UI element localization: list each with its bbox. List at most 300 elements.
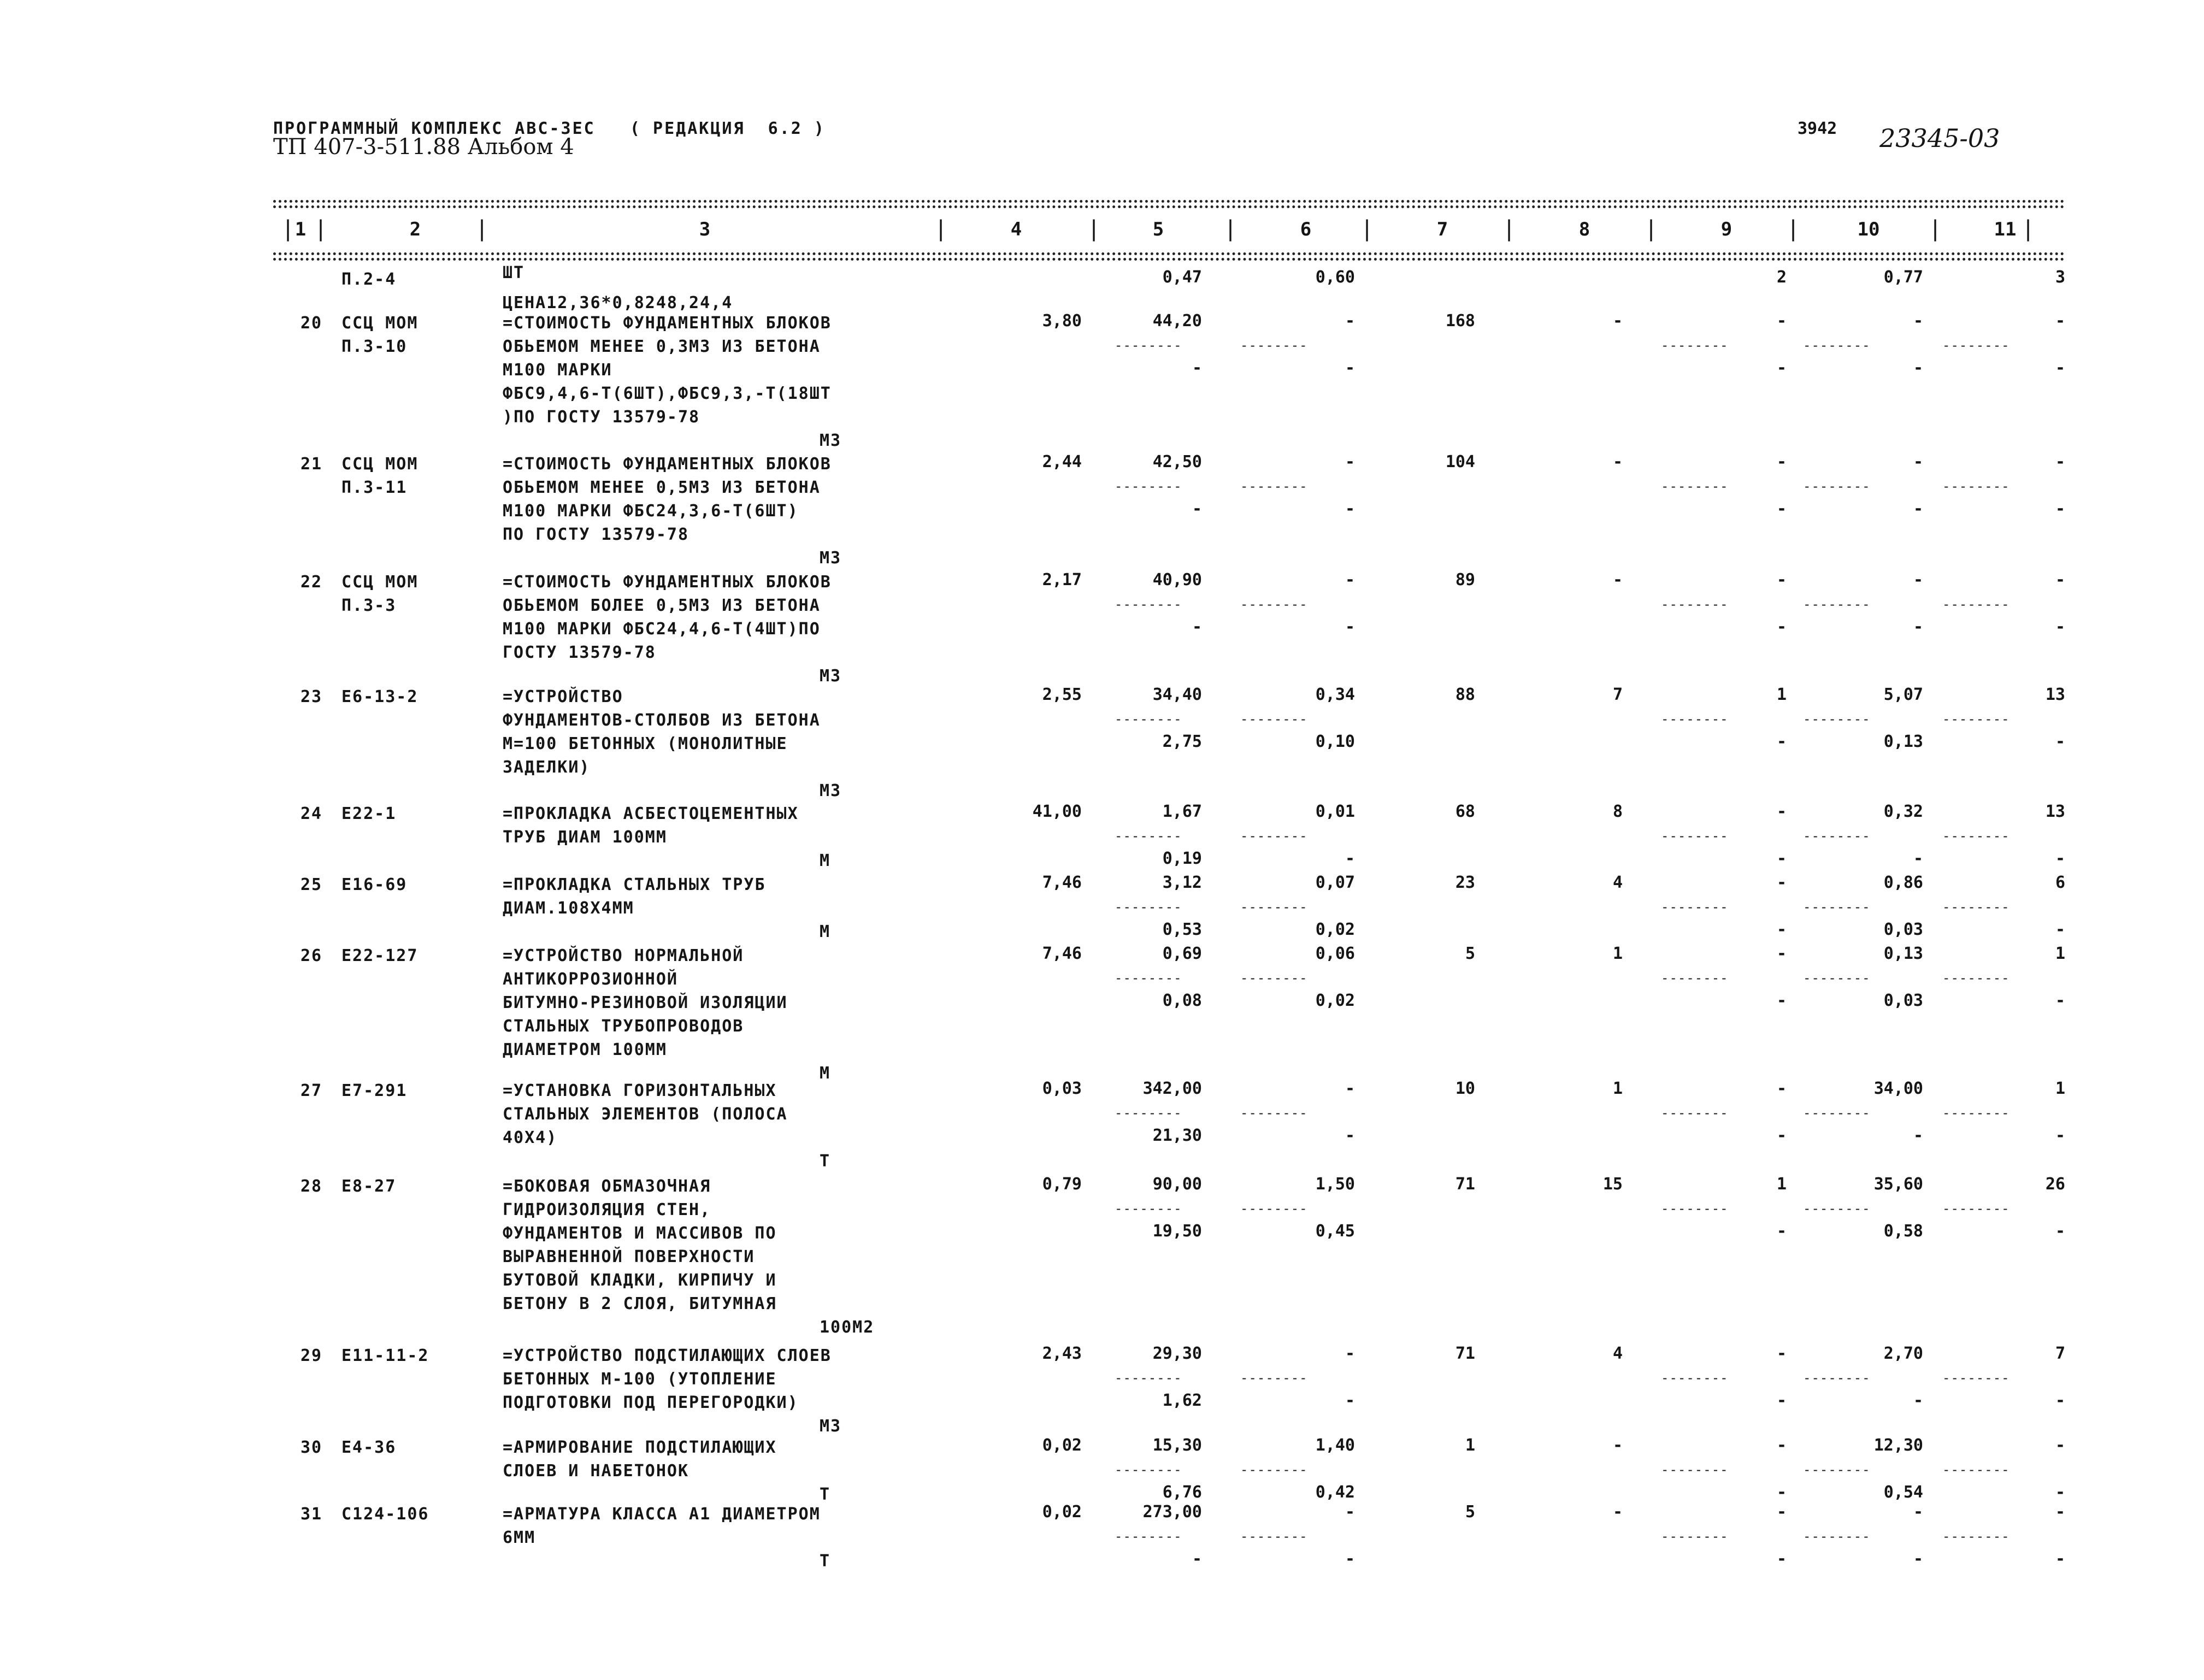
- cost-machines: -: [1345, 1502, 1355, 1522]
- cost-machines: 0,60: [1315, 268, 1355, 287]
- column-separator: |: [314, 216, 328, 241]
- dashed-divider: --------: [1661, 479, 1729, 494]
- unit-label: М3: [820, 1417, 842, 1436]
- col-10-value: 0,32: [1883, 802, 1923, 821]
- col-9-wages: -: [1776, 1126, 1787, 1145]
- dashed-divider: --------: [1240, 711, 1308, 727]
- header-bottom-rule: [273, 258, 2065, 261]
- col-11-value: 7: [2055, 1344, 2065, 1363]
- work-description: ФБС9,4,6-Т(6ШТ),ФБС9,3,-Т(18ШТ: [503, 384, 832, 403]
- dashed-divider: --------: [1240, 899, 1308, 915]
- dashed-divider: --------: [1661, 828, 1729, 844]
- cost-machines: 1,50: [1315, 1175, 1355, 1194]
- wages-machines: -: [1345, 1126, 1355, 1145]
- col-11-wages: -: [2055, 920, 2065, 939]
- cost-per-unit: 15,30: [1152, 1436, 1202, 1455]
- col-11-wages: -: [2055, 732, 2065, 751]
- wages-machines: 0,45: [1315, 1222, 1355, 1241]
- total-cost: 104: [1445, 452, 1475, 471]
- work-description: БУТОВОЙ КЛАДКИ, КИРПИЧУ И: [503, 1271, 777, 1290]
- col-10-wages: -: [1913, 1126, 1923, 1145]
- dashed-divider: --------: [1240, 828, 1308, 844]
- col-9-value: -: [1776, 873, 1787, 892]
- wages-machines: -: [1345, 358, 1355, 378]
- dashed-divider: --------: [1115, 970, 1182, 986]
- total-machines: 4: [1612, 873, 1623, 892]
- dashed-divider: --------: [1661, 597, 1729, 612]
- col-11-value: 1: [2055, 944, 2065, 963]
- dashed-divider: --------: [1942, 828, 2010, 844]
- row-number: 25: [300, 875, 323, 894]
- col-10-wages: -: [1913, 1391, 1923, 1410]
- wages-per-unit: 0,19: [1162, 849, 1202, 868]
- col-11-wages: -: [2055, 1483, 2065, 1502]
- work-description: =УСТРОЙСТВО НОРМАЛЬНОЙ: [503, 946, 744, 965]
- album-title: ТП 407-3-511.88 Альбом 4: [273, 134, 574, 160]
- row-number: 30: [300, 1438, 323, 1457]
- quantity: 3,80: [1042, 311, 1082, 331]
- dashed-divider: --------: [1115, 597, 1182, 612]
- column-header: 4: [1010, 219, 1022, 240]
- dashed-divider: --------: [1661, 1462, 1729, 1477]
- column-separator: |: [1224, 216, 1237, 241]
- col-11-wages: -: [2055, 1391, 2065, 1410]
- price-code: П.2-4: [341, 270, 397, 289]
- column-separator: |: [1929, 216, 1942, 241]
- price-code: Е7-291: [341, 1081, 408, 1100]
- quantity: 0,03: [1042, 1079, 1082, 1098]
- work-description: ФУНДАМЕНТОВ И МАССИВОВ ПО: [503, 1224, 777, 1243]
- col-10-value: -: [1913, 311, 1923, 331]
- work-description: ПО ГОСТУ 13579-78: [503, 525, 690, 544]
- work-description: ДИАМЕТРОМ 100ММ: [503, 1040, 667, 1059]
- top-rule: [273, 205, 2065, 208]
- col-9-value: -: [1776, 1502, 1787, 1522]
- total-machines: -: [1612, 311, 1623, 331]
- row-number: 28: [300, 1177, 323, 1196]
- unit-label: М3: [820, 667, 842, 686]
- work-description: БЕТОННЫХ М-100 (УТОПЛЕНИЕ: [503, 1370, 777, 1389]
- dashed-divider: --------: [1942, 1105, 2010, 1121]
- dashed-divider: --------: [1661, 899, 1729, 915]
- cost-per-unit: 0,69: [1162, 944, 1202, 963]
- row-number: 22: [300, 573, 323, 592]
- col-9-wages: -: [1776, 1549, 1787, 1569]
- dashed-divider: --------: [1240, 1201, 1308, 1216]
- dashed-divider: --------: [1115, 1529, 1182, 1544]
- col-9-value: 1: [1776, 685, 1787, 704]
- col-11-wages: -: [2055, 849, 2065, 868]
- dashed-divider: --------: [1661, 711, 1729, 727]
- cost-per-unit: 1,67: [1162, 802, 1202, 821]
- dashed-divider: --------: [1115, 1105, 1182, 1121]
- work-description: )ПО ГОСТУ 13579-78: [503, 408, 700, 427]
- work-description: ЦЕНА12,36*0,8248,24,4: [503, 293, 733, 313]
- dashed-divider: --------: [1240, 479, 1308, 494]
- wages-machines: 0,02: [1315, 991, 1355, 1010]
- work-description: =АРМАТУРА КЛАССА А1 ДИАМЕТРОМ: [503, 1505, 821, 1524]
- wages-machines: -: [1345, 499, 1355, 518]
- price-code: Е16-69: [341, 875, 408, 894]
- col-9-value: -: [1776, 1436, 1787, 1455]
- column-separator: |: [2022, 216, 2035, 241]
- col-11-wages: -: [2055, 991, 2065, 1010]
- dashed-divider: --------: [1803, 1370, 1871, 1386]
- col-10-wages: -: [1913, 1549, 1923, 1569]
- handwritten-doc-code: 23345-03: [1879, 123, 2000, 153]
- dashed-divider: --------: [1661, 338, 1729, 353]
- column-separator: |: [934, 216, 948, 241]
- col-11-value: 6: [2055, 873, 2065, 892]
- total-machines: 4: [1612, 1344, 1623, 1363]
- unit-label: М3: [820, 781, 842, 800]
- total-machines: 7: [1612, 685, 1623, 704]
- quantity: 7,46: [1042, 944, 1082, 963]
- dashed-divider: --------: [1803, 479, 1871, 494]
- col-9-wages: -: [1776, 1483, 1787, 1502]
- column-header: 9: [1720, 219, 1732, 240]
- quantity: 0,79: [1042, 1175, 1082, 1194]
- column-header: 5: [1152, 219, 1164, 240]
- column-header: 8: [1578, 219, 1590, 240]
- total-machines: -: [1612, 1436, 1623, 1455]
- cost-per-unit: 42,50: [1152, 452, 1202, 471]
- wages-machines: -: [1345, 1549, 1355, 1569]
- column-header: 11: [1994, 219, 2017, 240]
- cost-per-unit: 90,00: [1152, 1175, 1202, 1194]
- col-9-value: -: [1776, 944, 1787, 963]
- work-description: СЛОЕВ И НАБЕТОНОК: [503, 1461, 690, 1481]
- col-11-value: -: [2055, 311, 2065, 331]
- dashed-divider: --------: [1942, 1462, 2010, 1477]
- col-9-value: -: [1776, 802, 1787, 821]
- col-10-value: 5,07: [1883, 685, 1923, 704]
- total-cost: 89: [1455, 570, 1475, 590]
- dashed-divider: --------: [1942, 711, 2010, 727]
- total-cost: 88: [1455, 685, 1475, 704]
- dashed-divider: --------: [1942, 338, 2010, 353]
- unit-label: М3: [820, 431, 842, 450]
- work-description: ВЫРАВНЕННОЙ ПОВЕРХНОСТИ: [503, 1247, 755, 1266]
- unit-label: М: [820, 851, 831, 870]
- cost-per-unit: 0,47: [1162, 268, 1202, 287]
- col-9-value: -: [1776, 452, 1787, 471]
- cost-per-unit: 40,90: [1152, 570, 1202, 590]
- quantity: 2,44: [1042, 452, 1082, 471]
- quantity: 2,17: [1042, 570, 1082, 590]
- work-description: ГОСТУ 13579-78: [503, 643, 656, 662]
- col-11-value: 26: [2045, 1175, 2065, 1194]
- work-description: ЗАДЕЛКИ): [503, 758, 591, 777]
- col-9-value: 1: [1776, 1175, 1787, 1194]
- wages-machines: -: [1345, 849, 1355, 868]
- col-9-wages: -: [1776, 732, 1787, 751]
- header-bottom-rule: [273, 252, 2065, 255]
- row-number: 27: [300, 1081, 323, 1100]
- wages-per-unit: 6,76: [1162, 1483, 1202, 1502]
- dashed-divider: --------: [1115, 1370, 1182, 1386]
- program-title: ПРОГРАММНЫЙ КОМПЛЕКС АВС-3ЕС ( РЕДАКЦИЯ 6.2 ): [273, 119, 826, 138]
- quantity: 41,00: [1032, 802, 1082, 821]
- dashed-divider: --------: [1803, 1201, 1871, 1216]
- col-9-value: -: [1776, 570, 1787, 590]
- work-description: БИТУМНО-РЕЗИНОВОЙ ИЗОЛЯЦИИ: [503, 993, 788, 1012]
- total-cost: 71: [1455, 1175, 1475, 1194]
- cost-machines: -: [1345, 1344, 1355, 1363]
- dashed-divider: --------: [1115, 1462, 1182, 1477]
- col-9-wages: -: [1776, 358, 1787, 378]
- row-number: 29: [300, 1346, 323, 1365]
- col-10-value: -: [1913, 452, 1923, 471]
- col-11-value: 13: [2045, 802, 2065, 821]
- price-code: Е8-27: [341, 1177, 397, 1196]
- col-11-value: -: [2055, 1436, 2065, 1455]
- total-cost: 23: [1455, 873, 1475, 892]
- work-description: М=100 БЕТОННЫХ (МОНОЛИТНЫЕ: [503, 734, 788, 753]
- price-code: ССЦ МОМ П.3-11: [341, 455, 419, 497]
- work-description: ШТ: [503, 263, 525, 282]
- dashed-divider: --------: [1803, 1462, 1871, 1477]
- work-description: =СТОИМОСТЬ ФУНДАМЕНТНЫХ БЛОКОВ: [503, 314, 832, 333]
- col-11-wages: -: [2055, 358, 2065, 378]
- wages-per-unit: 0,53: [1162, 920, 1202, 939]
- wages-per-unit: 1,62: [1162, 1391, 1202, 1410]
- work-description: М100 МАРКИ: [503, 361, 612, 380]
- total-machines: 1: [1612, 944, 1623, 963]
- dashed-divider: --------: [1803, 597, 1871, 612]
- quantity: 2,43: [1042, 1344, 1082, 1363]
- work-description: М100 МАРКИ ФБС24,4,6-Т(4ШТ)ПО: [503, 620, 821, 639]
- dashed-divider: --------: [1942, 1370, 2010, 1386]
- work-description: ГИДРОИЗОЛЯЦИЯ СТЕН,: [503, 1200, 711, 1219]
- col-10-wages: 0,03: [1883, 991, 1923, 1010]
- dashed-divider: --------: [1942, 1529, 2010, 1544]
- dashed-divider: --------: [1115, 1201, 1182, 1216]
- column-header: 2: [409, 219, 421, 240]
- unit-label: Т: [820, 1485, 831, 1504]
- col-10-value: 35,60: [1873, 1175, 1923, 1194]
- dashed-divider: --------: [1661, 1529, 1729, 1544]
- quantity: 0,02: [1042, 1502, 1082, 1522]
- wages-per-unit: 0,08: [1162, 991, 1202, 1010]
- dashed-divider: --------: [1240, 1529, 1308, 1544]
- col-11-wages: -: [2055, 1549, 2065, 1569]
- work-description: =АРМИРОВАНИЕ ПОДСТИЛАЮЩИХ: [503, 1438, 777, 1457]
- col-9-value: -: [1776, 1079, 1787, 1098]
- wages-machines: -: [1345, 617, 1355, 636]
- total-machines: 1: [1612, 1079, 1623, 1098]
- wages-machines: 0,42: [1315, 1483, 1355, 1502]
- total-machines: -: [1612, 570, 1623, 590]
- dashed-divider: --------: [1661, 1105, 1729, 1121]
- unit-label: М: [820, 922, 831, 941]
- dashed-divider: --------: [1240, 338, 1308, 353]
- row-number: 24: [300, 804, 323, 823]
- col-9-value: -: [1776, 311, 1787, 331]
- col-9-wages: -: [1776, 991, 1787, 1010]
- row-number: 23: [300, 687, 323, 706]
- work-description: ФУНДАМЕНТОВ-СТОЛБОВ ИЗ БЕТОНА: [503, 711, 821, 730]
- col-10-value: 0,13: [1883, 944, 1923, 963]
- total-cost: 10: [1455, 1079, 1475, 1098]
- work-description: М100 МАРКИ ФБС24,3,6-Т(6ШТ): [503, 502, 799, 521]
- cost-per-unit: 3,12: [1162, 873, 1202, 892]
- cost-machines: 0,07: [1315, 873, 1355, 892]
- work-description: ПОДГОТОВКИ ПОД ПЕРЕГОРОДКИ): [503, 1393, 799, 1412]
- total-machines: 15: [1602, 1175, 1623, 1194]
- dashed-divider: --------: [1240, 1370, 1308, 1386]
- cost-machines: -: [1345, 311, 1355, 331]
- dashed-divider: --------: [1240, 970, 1308, 986]
- work-description: 40Х4): [503, 1128, 558, 1147]
- col-11-wages: -: [2055, 499, 2065, 518]
- work-description: =УСТРОЙСТВО: [503, 687, 623, 706]
- dashed-divider: --------: [1115, 479, 1182, 494]
- unit-label: 100М2: [820, 1318, 875, 1337]
- top-rule: [273, 200, 2065, 203]
- col-9-wages: -: [1776, 920, 1787, 939]
- dashed-divider: --------: [1942, 899, 2010, 915]
- total-machines: -: [1612, 452, 1623, 471]
- quantity: 2,55: [1042, 685, 1082, 704]
- col-10-value: -: [1913, 1502, 1923, 1522]
- col-10-value: -: [1913, 570, 1923, 590]
- column-separator: |: [1502, 216, 1516, 241]
- dashed-divider: --------: [1115, 711, 1182, 727]
- cost-per-unit: 29,30: [1152, 1344, 1202, 1363]
- column-header: 1: [294, 219, 307, 240]
- work-description: =ПРОКЛАДКА СТАЛЬНЫХ ТРУБ: [503, 875, 766, 894]
- cost-per-unit: 342,00: [1142, 1079, 1202, 1098]
- col-11-wages: -: [2055, 617, 2065, 636]
- dashed-divider: --------: [1115, 899, 1182, 915]
- total-cost: 168: [1445, 311, 1475, 331]
- wages-per-unit: 19,50: [1152, 1222, 1202, 1241]
- row-number: 26: [300, 946, 323, 965]
- dashed-divider: --------: [1942, 597, 2010, 612]
- dashed-divider: --------: [1942, 479, 2010, 494]
- column-separator: |: [1645, 216, 1658, 241]
- dashed-divider: --------: [1803, 828, 1871, 844]
- col-9-value: 2: [1776, 268, 1787, 287]
- cost-per-unit: 34,40: [1152, 685, 1202, 704]
- column-separator: |: [281, 216, 295, 241]
- work-description: =УСТРОЙСТВО ПОДСТИЛАЮЩИХ СЛОЕВ: [503, 1346, 832, 1365]
- col-9-wages: -: [1776, 499, 1787, 518]
- price-code: ССЦ МОМ П.3-10: [341, 314, 419, 356]
- work-description: АНТИКОРРОЗИОННОЙ: [503, 970, 678, 989]
- work-description: =СТОИМОСТЬ ФУНДАМЕНТНЫХ БЛОКОВ: [503, 455, 832, 474]
- unit-label: Т: [820, 1152, 831, 1171]
- total-cost: 5: [1465, 944, 1475, 963]
- price-code: Е4-36: [341, 1438, 397, 1457]
- wages-machines: 0,10: [1315, 732, 1355, 751]
- price-code: Е6-13-2: [341, 687, 419, 706]
- column-separator: |: [1360, 216, 1374, 241]
- cost-machines: 0,34: [1315, 685, 1355, 704]
- wages-machines: 0,02: [1315, 920, 1355, 939]
- dashed-divider: --------: [1803, 970, 1871, 986]
- cost-machines: 1,40: [1315, 1436, 1355, 1455]
- col-10-value: 34,00: [1873, 1079, 1923, 1098]
- total-machines: -: [1612, 1502, 1623, 1522]
- work-description: =УСТАНОВКА ГОРИЗОНТАЛЬНЫХ: [503, 1081, 777, 1100]
- col-9-wages: -: [1776, 849, 1787, 868]
- price-code: Е22-1: [341, 804, 397, 823]
- col-11-value: 3: [2055, 268, 2065, 287]
- col-9-value: -: [1776, 1344, 1787, 1363]
- price-code: ССЦ МОМ П.3-3: [341, 573, 419, 615]
- dashed-divider: --------: [1661, 970, 1729, 986]
- total-cost: 71: [1455, 1344, 1475, 1363]
- work-description: СТАЛЬНЫХ ТРУБОПРОВОДОВ: [503, 1017, 744, 1036]
- col-9-wages: -: [1776, 617, 1787, 636]
- work-description: ТРУБ ДИАМ 100ММ: [503, 828, 667, 847]
- col-9-wages: -: [1776, 1391, 1787, 1410]
- work-description: =СТОИМОСТЬ ФУНДАМЕНТНЫХ БЛОКОВ: [503, 573, 832, 592]
- col-10-wages: -: [1913, 849, 1923, 868]
- unit-label: М3: [820, 549, 842, 568]
- wages-per-unit: -: [1192, 617, 1202, 636]
- dashed-divider: --------: [1803, 1529, 1871, 1544]
- price-code: С124-106: [341, 1505, 429, 1524]
- col-10-wages: -: [1913, 499, 1923, 518]
- wages-per-unit: 2,75: [1162, 732, 1202, 751]
- dashed-divider: --------: [1661, 1370, 1729, 1386]
- dashed-divider: --------: [1942, 1201, 2010, 1216]
- row-number: 20: [300, 314, 323, 333]
- column-header: 3: [699, 219, 711, 240]
- cost-per-unit: 44,20: [1152, 311, 1202, 331]
- dashed-divider: --------: [1942, 970, 2010, 986]
- col-11-value: -: [2055, 452, 2065, 471]
- total-cost: 1: [1465, 1436, 1475, 1455]
- row-number: 21: [300, 455, 323, 474]
- quantity: 0,02: [1042, 1436, 1082, 1455]
- wages-per-unit: -: [1192, 358, 1202, 378]
- wages-per-unit: -: [1192, 499, 1202, 518]
- dashed-divider: --------: [1240, 1462, 1308, 1477]
- wages-machines: -: [1345, 1391, 1355, 1410]
- col-11-value: 13: [2045, 685, 2065, 704]
- col-10-wages: -: [1913, 617, 1923, 636]
- column-separator: |: [1787, 216, 1800, 241]
- work-description: СТАЛЬНЫХ ЭЛЕМЕНТОВ (ПОЛОСА: [503, 1105, 788, 1124]
- total-cost: 5: [1465, 1502, 1475, 1522]
- col-11-wages: -: [2055, 1222, 2065, 1241]
- quantity: 7,46: [1042, 873, 1082, 892]
- col-11-value: 1: [2055, 1079, 2065, 1098]
- column-separator: |: [475, 216, 489, 241]
- col-11-value: -: [2055, 1502, 2065, 1522]
- dashed-divider: --------: [1115, 828, 1182, 844]
- col-10-value: 0,77: [1883, 268, 1923, 287]
- column-separator: |: [1087, 216, 1101, 241]
- dashed-divider: --------: [1803, 1105, 1871, 1121]
- sheet-number: 3942: [1798, 119, 1837, 138]
- price-code: Е22-127: [341, 946, 419, 965]
- dashed-divider: --------: [1115, 338, 1182, 353]
- price-code: Е11-11-2: [341, 1346, 429, 1365]
- unit-label: Т: [820, 1552, 831, 1571]
- col-10-wages: -: [1913, 358, 1923, 378]
- cost-machines: -: [1345, 1079, 1355, 1098]
- total-machines: 8: [1612, 802, 1623, 821]
- wages-per-unit: -: [1192, 1549, 1202, 1569]
- dashed-divider: --------: [1803, 899, 1871, 915]
- dashed-divider: --------: [1803, 711, 1871, 727]
- cost-machines: 0,01: [1315, 802, 1355, 821]
